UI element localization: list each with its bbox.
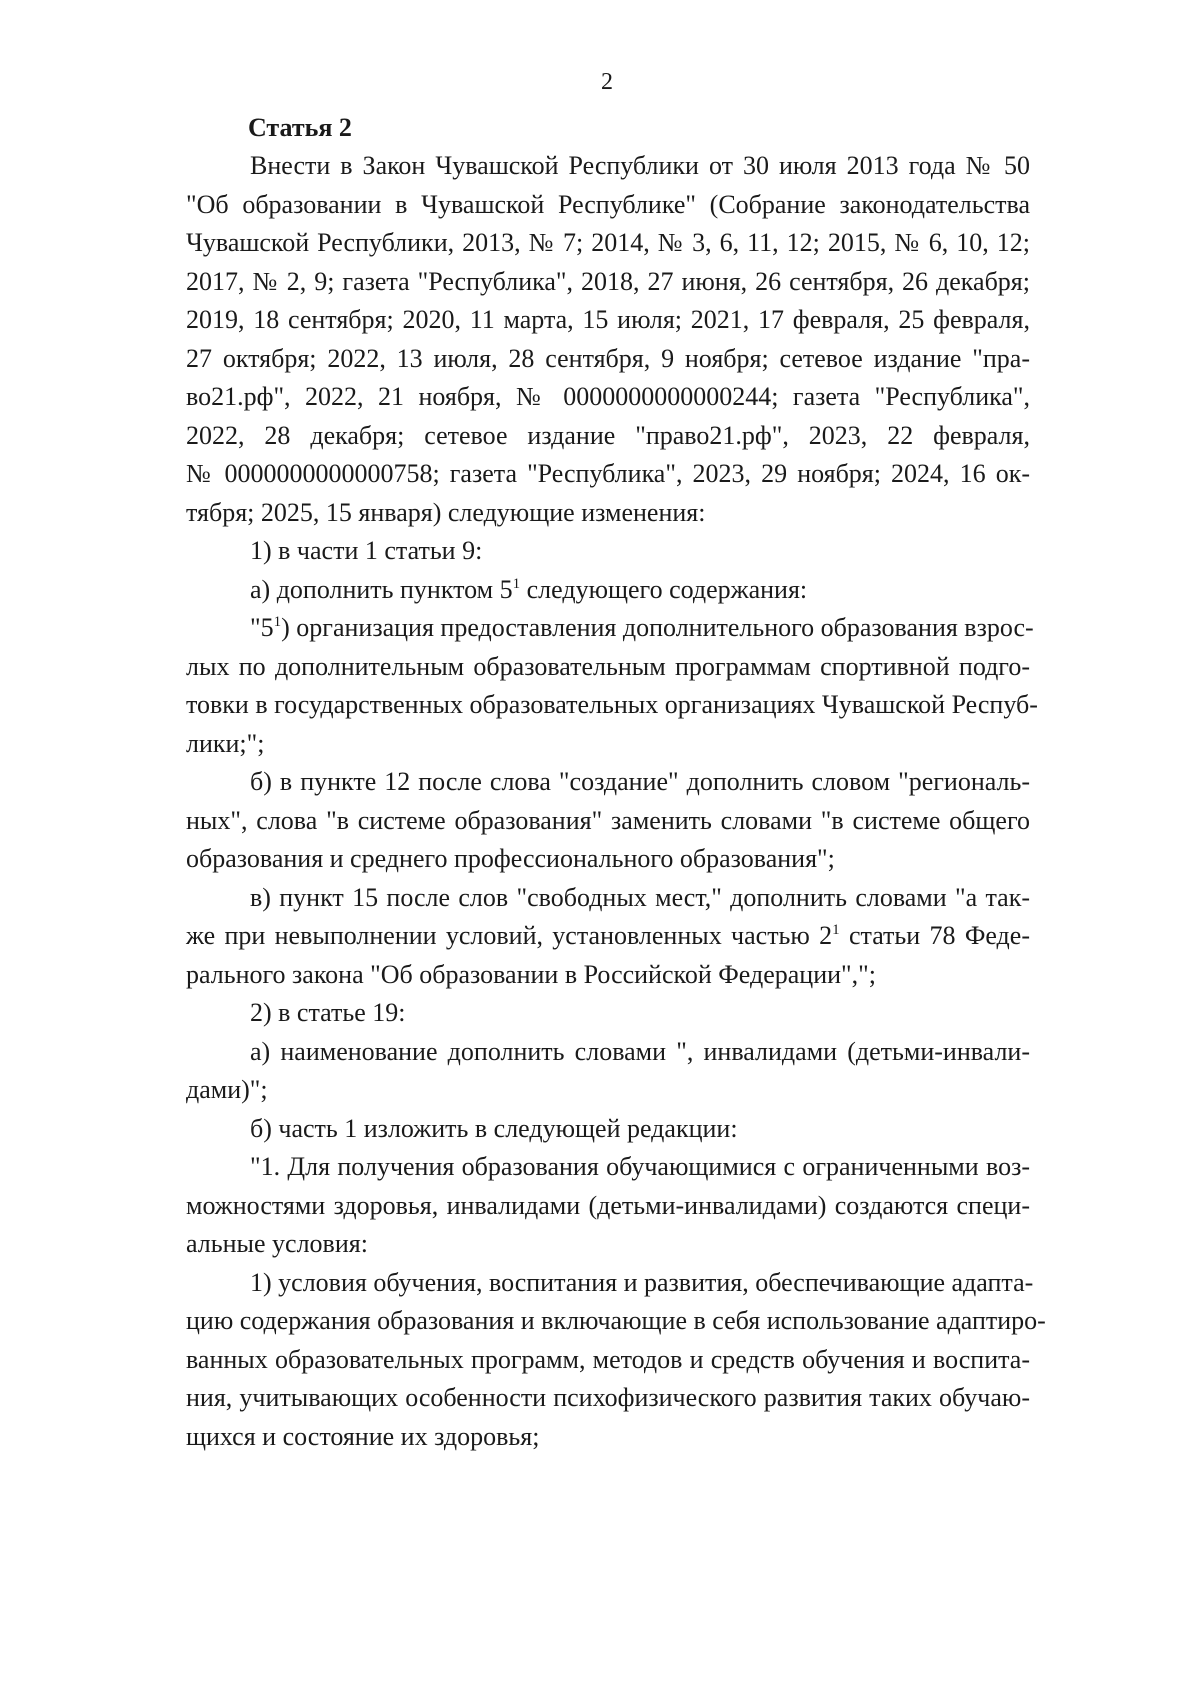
paragraph <box>186 1148 1030 1264</box>
paragraph <box>186 1110 1030 1149</box>
text-line: тября; 2025, 15 января) следующие изменения: <box>186 497 706 527</box>
superscript: 1 <box>512 575 521 592</box>
text-line: цию содержания образования и включающие в себя использование адаптиро- <box>186 1306 1046 1335</box>
text-line: лики;"; <box>186 728 265 758</box>
line-text-before: же при невыполнении условий, установленных частью 2 <box>186 921 833 950</box>
line-text-after: следующего содержания: <box>520 574 808 604</box>
text-line: щихся и состояние их здоровья; <box>186 1421 540 1451</box>
text-line: лых по дополнительным образовательным программам спортивной подго- <box>186 651 1030 681</box>
page-number: 2 <box>601 69 613 95</box>
text-line: 27 октября; 2022, 13 июля, 28 сентября, 9 ноября; сетевое издание "пра- <box>186 343 1030 373</box>
paragraph <box>186 1264 1046 1457</box>
text-line: ния, учитывающих особенности психофизического развития таких обучаю- <box>186 1383 1030 1412</box>
text-line: Внести в Закон Чувашской Республики от 30 июля 2013 года № 50 <box>250 151 1030 180</box>
document-body <box>186 108 1046 1456</box>
text-line: образования и среднего профессионального образования"; <box>186 844 835 873</box>
text-line: ных", слова "в системе образования" заменить словами "в системе общего <box>186 805 1030 835</box>
paragraph <box>186 147 1030 532</box>
text-line: б) часть 1 изложить в следующей редакции: <box>250 1113 738 1143</box>
paragraph <box>186 1033 1030 1110</box>
line-text-before: а) дополнить пунктом 5 <box>250 574 513 604</box>
line-text-after: статьи 78 Феде- <box>839 921 1030 950</box>
text-line: 1) в части 1 статьи 9: <box>250 536 483 565</box>
paragraph <box>186 532 1030 571</box>
text-line: № 0000000000000758; газета "Республика", 2023, 29 ноября; 2024, 16 ок- <box>186 459 1030 488</box>
article-title: Статья 2 <box>248 113 352 142</box>
text-line <box>186 917 1030 956</box>
text-line: можностями здоровья, инвалидами (детьми-инвалидами) создаются специ- <box>186 1190 1030 1220</box>
text-line <box>186 609 1034 648</box>
text-line: во21.рф", 2022, 21 ноября, № 0000000000000244; газета "Республика", <box>186 382 1030 411</box>
paragraph <box>186 879 1030 995</box>
text-line: 2017, № 2, 9; газета "Республика", 2018, 27 июня, 26 сентября, 26 декабря; <box>186 266 1030 296</box>
text-line: ванных образовательных программ, методов и средств обучения и воспита- <box>186 1344 1030 1374</box>
text-line: товки в государственных образовательных организациях Чувашской Респуб- <box>186 690 1038 719</box>
text-line: дами)"; <box>186 1075 268 1104</box>
text-line: 1) условия обучения, воспитания и развития, обеспечивающие адапта- <box>250 1267 1034 1297</box>
text-line: "Об образовании в Чувашской Республике" (Собрание законодательства <box>186 189 1030 219</box>
paragraph <box>186 994 1030 1033</box>
superscript: 1 <box>832 922 840 938</box>
text-line: б) в пункте 12 после слова "создание" дополнить словом "региональ- <box>250 767 1030 796</box>
text-line: "1. Для получения образования обучающимися с ограниченными воз- <box>250 1152 1030 1181</box>
text-line: Чувашской Республики, 2013, № 7; 2014, № 3, 6, 11, 12; 2015, № 6, 10, 12; <box>186 228 1030 257</box>
paragraph <box>186 763 1030 879</box>
text-line: а) наименование дополнить словами ", инвалидами (детьми-инвали- <box>250 1036 1030 1066</box>
text-line: альные условия: <box>186 1229 368 1258</box>
line-text-after: ) организация предоставления дополнительного образования взрос- <box>281 613 1034 642</box>
superscript: 1 <box>273 614 282 630</box>
text-line: 2022, 28 декабря; сетевое издание "право21.рф", 2023, 22 февраля, <box>186 420 1030 450</box>
paragraph <box>186 571 1030 610</box>
text-line: в) пункт 15 после слов "свободных мест," дополнить словами "а так- <box>250 882 1030 912</box>
text-line: 2019, 18 сентября; 2020, 11 марта, 15 июля; 2021, 17 февраля, 25 февраля, <box>186 305 1030 334</box>
line-text-before: "5 <box>250 613 274 642</box>
text-line: 2) в статье 19: <box>250 998 406 1027</box>
paragraph <box>186 609 1038 763</box>
text-line: рального закона "Об образовании в Российской Федерации","; <box>186 959 876 989</box>
text-line <box>186 571 1030 610</box>
